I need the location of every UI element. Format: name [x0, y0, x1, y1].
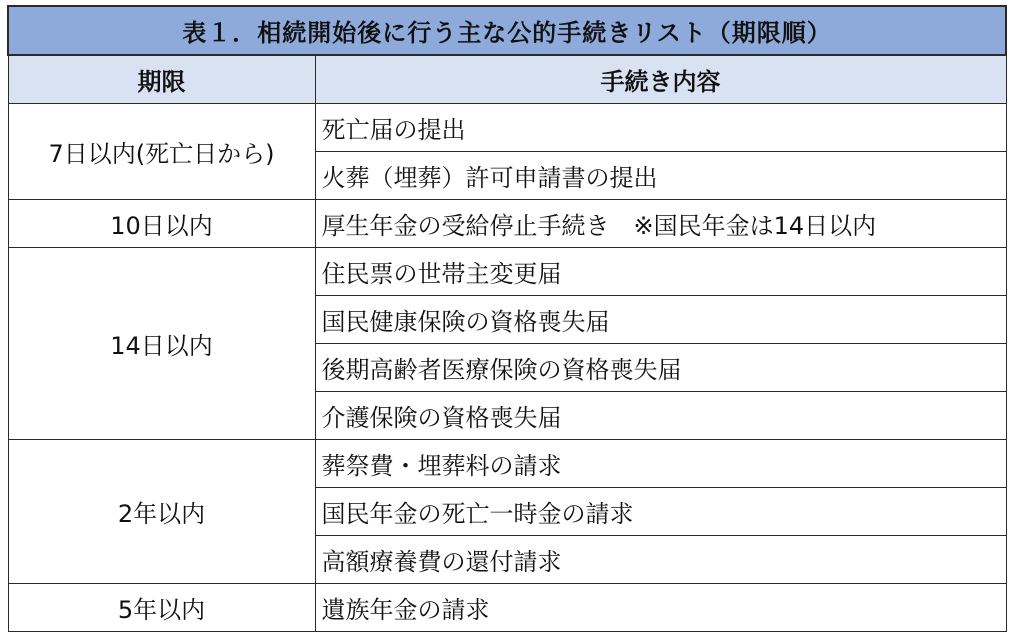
procedure-cell: 国民年金の死亡一時金の請求	[315, 487, 1006, 535]
table-row	[8, 439, 1006, 487]
procedure-table	[7, 5, 1007, 632]
deadline-cell: 2年以内	[8, 439, 315, 583]
procedure-cell: 葬祭費・埋葬料の請求	[315, 439, 1006, 487]
table-title: 表１．相続開始後に行う主な公的手続きリスト（期限順）	[8, 6, 1006, 55]
table-row	[8, 199, 1006, 247]
procedure-table-container	[7, 5, 1005, 632]
procedure-cell: 遺族年金の請求	[315, 583, 1006, 631]
deadline-cell: 10日以内	[8, 199, 315, 247]
procedure-cell: 後期高齢者医療保険の資格喪失届	[315, 343, 1006, 391]
procedure-cell: 火葬（埋葬）許可申請書の提出	[315, 151, 1006, 199]
header-row	[8, 55, 1006, 103]
deadline-cell: 7日以内(死亡日から)	[8, 103, 315, 199]
procedure-cell: 介護保険の資格喪失届	[315, 391, 1006, 439]
procedure-cell: 厚生年金の受給停止手続き ※国民年金は14日以内	[315, 199, 1006, 247]
procedure-cell: 住民票の世帯主変更届	[315, 247, 1006, 295]
procedure-cell: 高額療養費の還付請求	[315, 535, 1006, 583]
header-procedure: 手続き内容	[315, 55, 1006, 103]
deadline-cell: 5年以内	[8, 583, 315, 631]
procedure-cell: 死亡届の提出	[315, 103, 1006, 151]
header-deadline: 期限	[8, 55, 315, 103]
deadline-cell: 14日以内	[8, 247, 315, 439]
procedure-cell: 国民健康保険の資格喪失届	[315, 295, 1006, 343]
table-row	[8, 247, 1006, 295]
table-row	[8, 583, 1006, 631]
table-row	[8, 103, 1006, 151]
title-row	[8, 6, 1006, 55]
table-body	[8, 103, 1006, 631]
